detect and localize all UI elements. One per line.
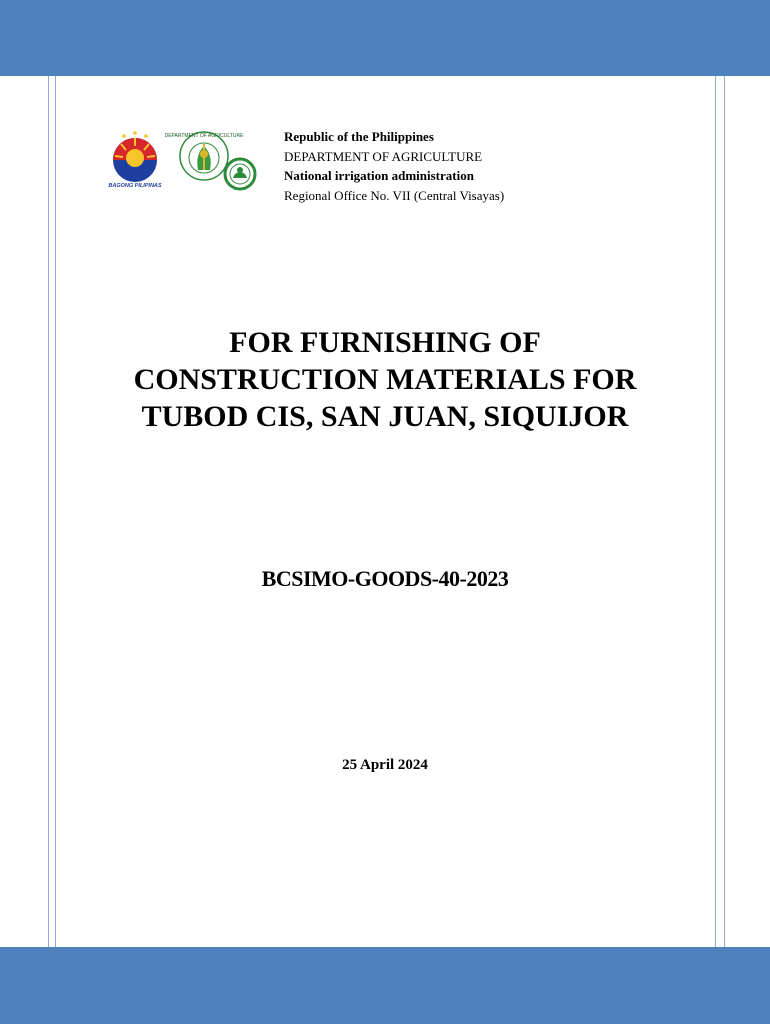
seal-logos [104, 124, 264, 204]
regional-office-line: Regional Office No. VII (Central Visayas) [284, 187, 505, 203]
reference-code: BCSIMO-GOODS-40-2023 [261, 566, 509, 591]
bagong-pilipinas-text: BAGONG PILIPINAS [108, 183, 162, 189]
document-title [60, 324, 710, 435]
letterhead [104, 124, 624, 220]
document-date: 25 April 2024 [342, 757, 428, 773]
seal-group [104, 124, 264, 204]
right-border-rule-inner [715, 76, 716, 947]
letterhead-text [284, 127, 504, 205]
da-seal-text: DEPARTMENT OF AGRICULTURE [164, 133, 244, 139]
bottom-color-band [0, 947, 770, 1024]
title-line-3: TUBOD CIS, SAN JUAN, SIQUIJOR [141, 400, 629, 433]
title-line-1: FOR FURNISHING OF [229, 326, 541, 359]
republic-line: Republic of the Philippines [284, 129, 434, 144]
title-line-2: CONSTRUCTION MATERIALS FOR [133, 363, 637, 396]
right-border-rule-outer [724, 76, 725, 947]
agency-line: National irrigation administration [284, 168, 474, 183]
left-border-rule-outer [48, 76, 49, 947]
left-border-rule-inner [55, 76, 56, 947]
department-line: DEPARTMENT OF AGRICULTURE [284, 148, 483, 164]
top-color-band [0, 0, 770, 76]
nia-seal [225, 159, 255, 189]
bagong-pilipinas-logo [108, 131, 162, 189]
